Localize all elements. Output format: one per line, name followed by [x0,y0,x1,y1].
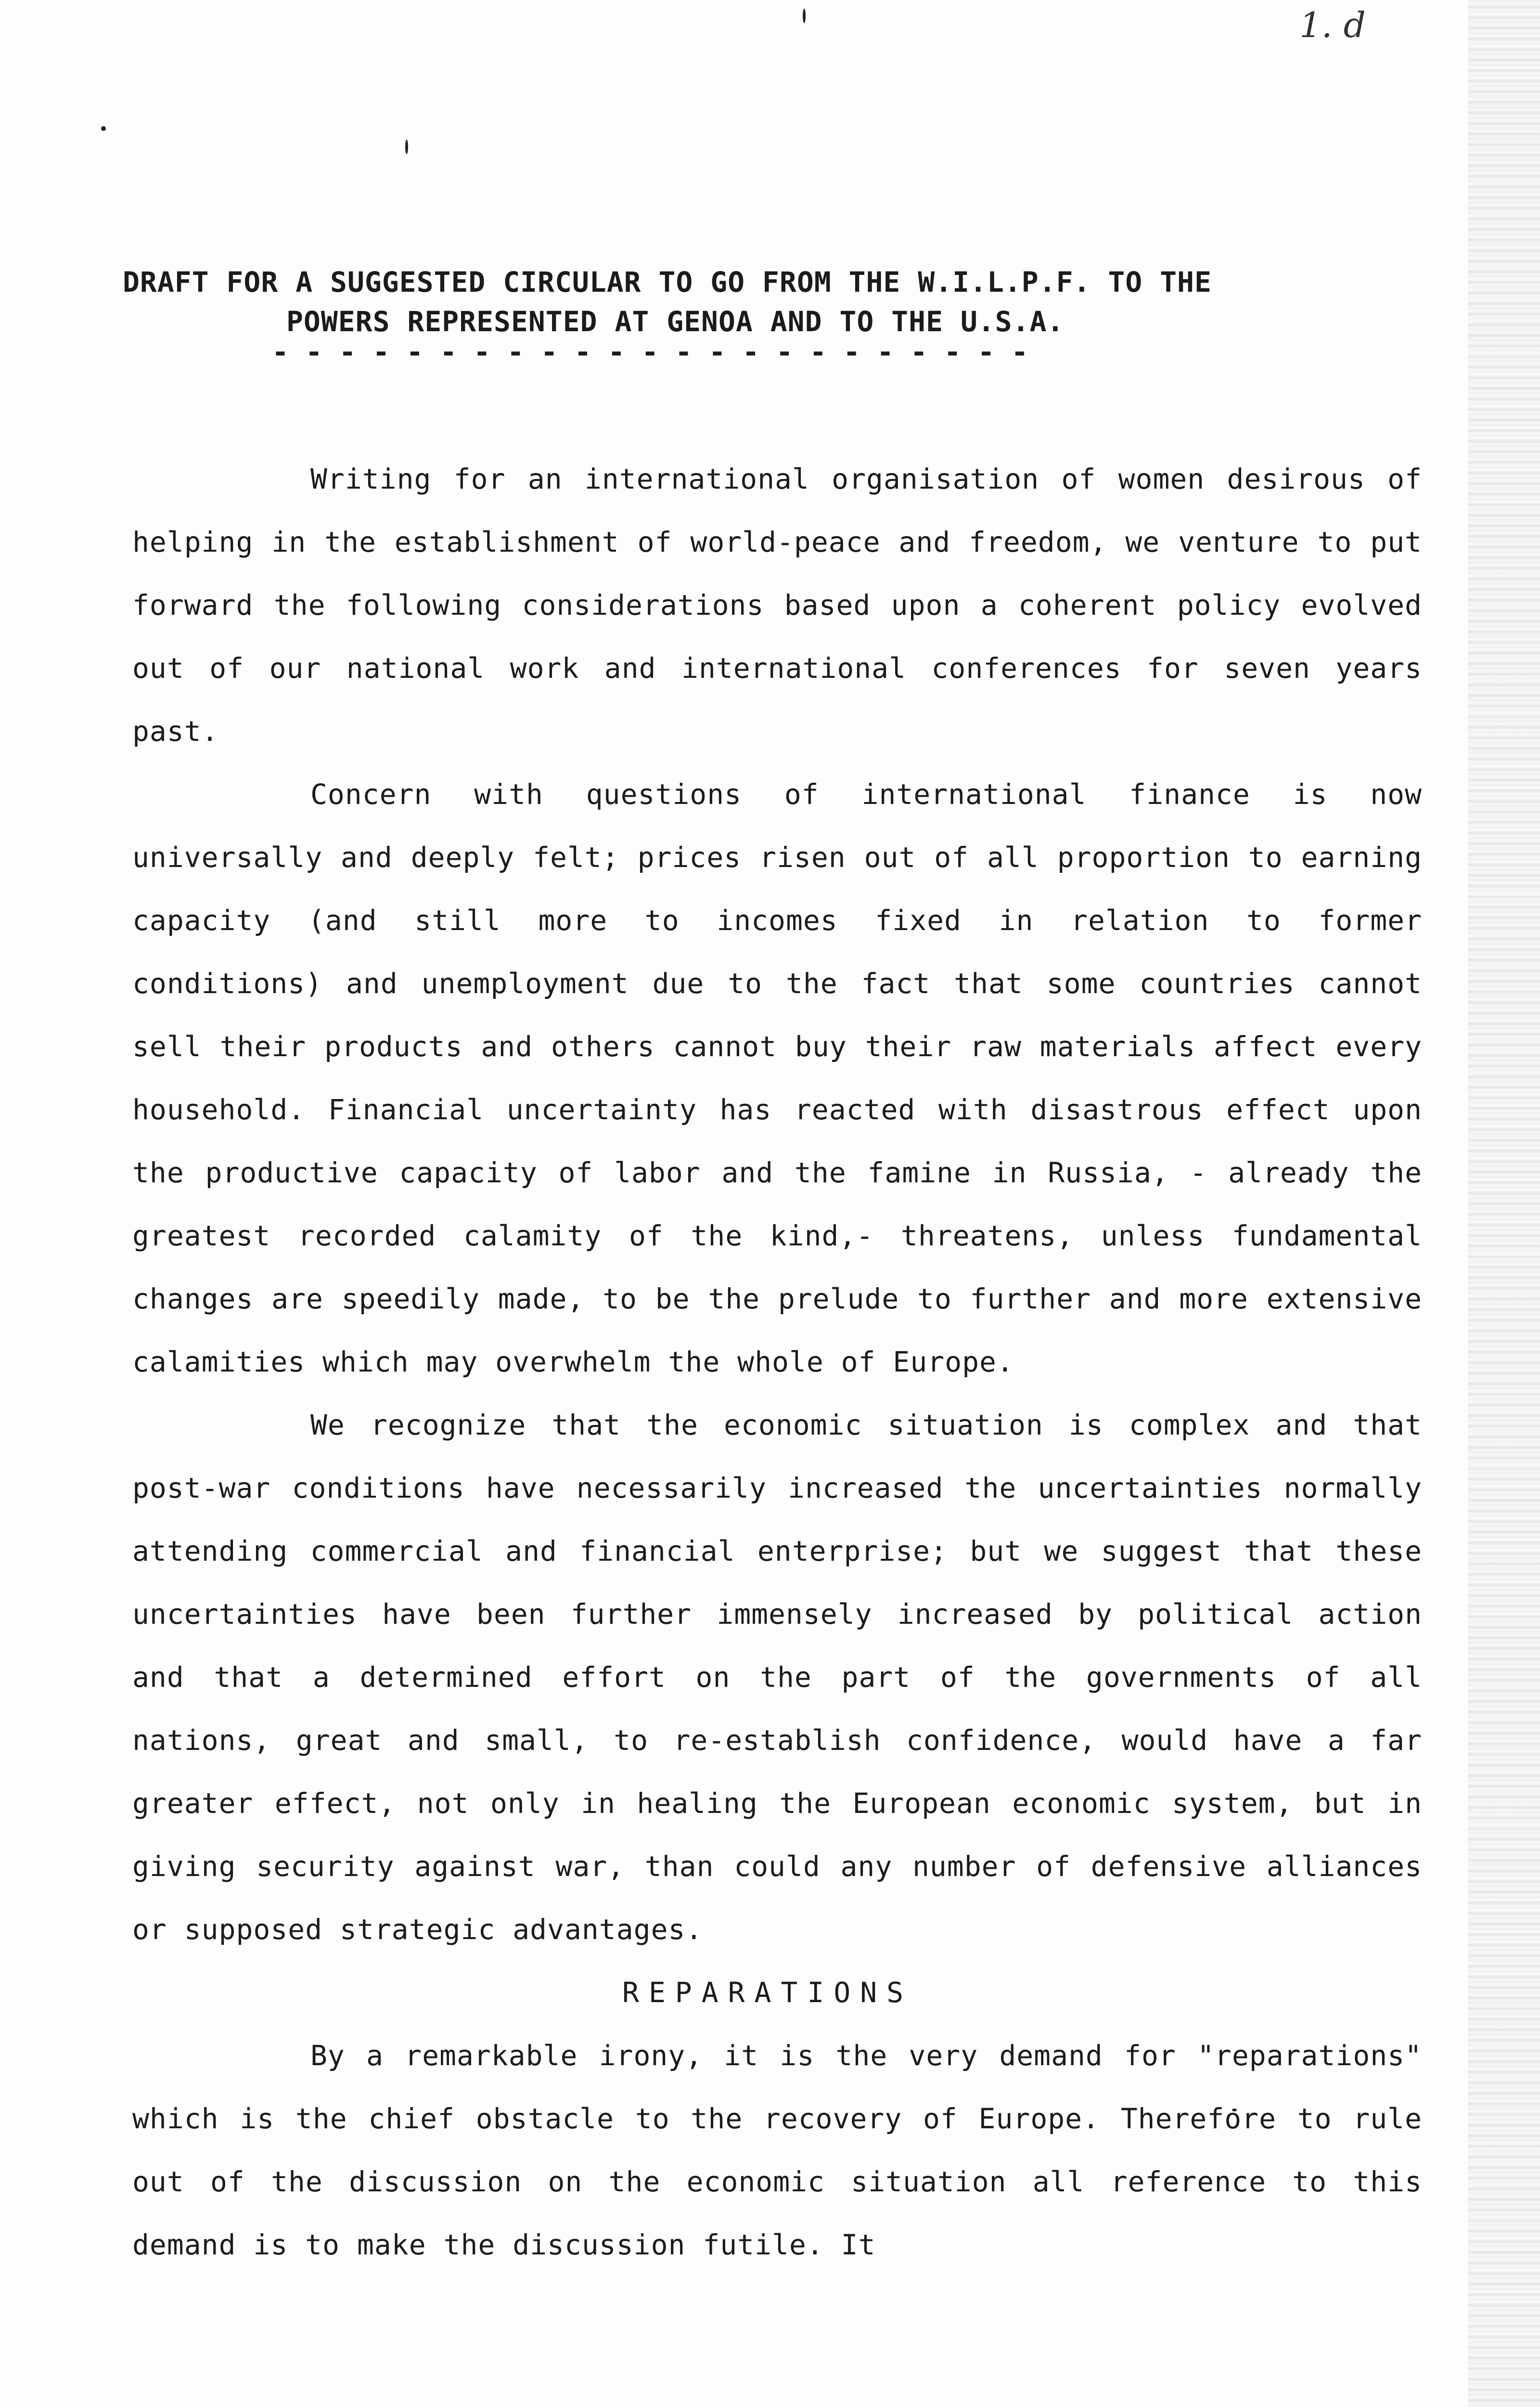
paragraph-economic-situation: We recognize that the economic situation is complex and that post-war conditions have necessarily increased the uncertainties normally attending commercial and financial enterprise; but we suggest that these uncertainties have been further immensely increased by political action and that a determined effort on the part of the governments of all nations, great and small, to re-establish confidence, would have a far greater effect, not only in healing the European economic system, but in giving security against war, than could any number of defensive alliances or supposed strategic advantages. [132,1409,1422,1946]
paragraph-reparations: By a remarkable irony, it is the very demand for "reparations" which is the chief obstacle to the recovery of Europe. Therefore to rule out of the discussion on the economic situation all reference to this demand is to make the discussion futile. It [132,2039,1422,2261]
title-line-2: POWERS REPRESENTED AT GENOA AND TO THE U.S.A. [286,305,1065,338]
document-body [132,448,1422,2277]
paragraph-finance: Concern with questions of international finance is now universally and deeply felt; prices risen out of all proportion to earning capacity (and still more to incomes fixed in relation to former conditions) and unemployment due to the fact that some countries cannot sell their products and others cannot buy their raw materials affect every household. Financial uncertainty has reacted with disastrous effect upon the productive capacity of labor and the famine in Russia, - already the greatest recorded calamity of the kind,- threatens, unless fundamental changes are speedily made, to be the prelude to further and more extensive calamities which may overwhelm the whole of Europe. [132,778,1422,1378]
section-heading-reparations: REPARATIONS [622,1976,913,2009]
paragraph-intro: Writing for an international organisation of women desirous of helping in the establishment of world-peace and freedom, we venture to put forward the following considerations based upon a coherent policy evolved out of our national work and international conferences for seven years past. [132,463,1422,748]
page-marker: 1. d [1299,5,1366,45]
title-line-1: DRAFT FOR A SUGGESTED CIRCULAR TO GO FROM THE W.I.L.P.F. TO THE [123,266,1212,298]
scan-speck [803,9,806,23]
title-underline: - - - - - - - - - - - - - - - - - - - - - - - [272,336,1028,368]
scan-speck [101,126,106,131]
document-title [123,262,1326,368]
scanned-page-edge [1468,0,1540,2407]
scan-speck [405,140,408,154]
